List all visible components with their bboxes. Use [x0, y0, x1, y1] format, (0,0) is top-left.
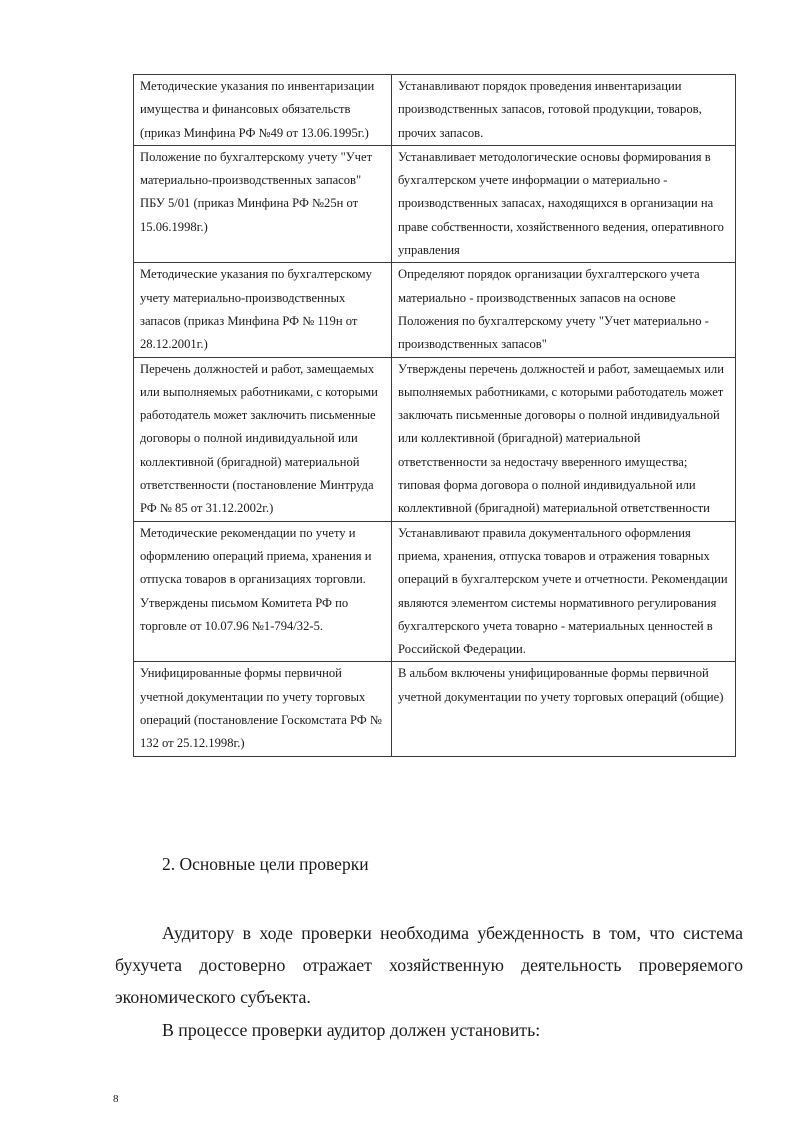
document-description-cell: Утверждены перечень должностей и работ, замещаемых или выполняемых работниками, с которыми работодатель может заключать письменные договоры о полной индивидуальной или коллективной (бригадной) материальной ответственности за недостачу вверенного имущества; типовая форма договора о полной индивидуальной или коллективной (бригадной) материальной ответственности: [392, 357, 736, 521]
paragraph-audit-goal: Аудитору в ходе проверки необходима убежденность в том, что система бухучета достоверно отражает хозяйственную деятельность проверяемого экономического субъекта.: [115, 923, 743, 1007]
regulations-table-body: [134, 75, 736, 757]
table-row: [134, 662, 736, 757]
regulations-table: [133, 74, 736, 757]
table-row: [134, 263, 736, 357]
document-description-cell: Устанавливают правила документального оформления приема, хранения, отпуска товаров и отражения товарных операций в бухгалтерском учете и отчетности. Рекомендации являются элементом системы нормативного регулирования бухгалтерского учета товарно - материальных ценностей в Российской Федерации.: [392, 521, 736, 662]
document-description-cell: Устанавливают порядок проведения инвентаризации производственных запасов, готовой продукции, товаров, прочих запасов.: [392, 75, 736, 146]
document-name-cell: Унифицированные формы первичной учетной документации по учету торговых операций (постановление Госкомстата РФ № 132 от 25.12.1998г.): [134, 662, 392, 757]
document-name-cell: Положение по бухгалтерскому учету "Учет материально-производственных запасов" ПБУ 5/01 (приказ Минфина РФ №25н от 15.06.1998г.): [134, 145, 392, 262]
page-number: 8: [113, 1093, 119, 1105]
table-row: [134, 75, 736, 146]
paragraph-auditor-must: В процессе проверки аудитор должен установить:: [162, 1020, 541, 1040]
document-description-cell: Определяют порядок организации бухгалтерского учета материально - производственных запасов на основе Положения по бухгалтерскому учету "Учет материально - производственных запасов": [392, 263, 736, 357]
section-heading: 2. Основные цели проверки: [162, 854, 369, 874]
document-description-cell: В альбом включены унифицированные формы первичной учетной документации по учету торговых операций (общие): [392, 662, 736, 757]
document-name-cell: Методические указания по инвентаризации имущества и финансовых обязательств (приказ Минфина РФ №49 от 13.06.1995г.): [134, 75, 392, 146]
table-row: [134, 521, 736, 662]
table-row: [134, 145, 736, 262]
table-row: [134, 357, 736, 521]
document-description-cell: Устанавливает методологические основы формирования в бухгалтерском учете информации о материально - производственных запасах, находящихся в организации на праве собственности, хозяйственного ведения, оперативного управления: [392, 145, 736, 262]
document-name-cell: Методические рекомендации по учету и оформлению операций приема, хранения и отпуска товаров в организациях торговли. Утверждены письмом Комитета РФ по торговле от 10.07.96 №1-794/32-5.: [134, 521, 392, 662]
document-name-cell: Перечень должностей и работ, замещаемых или выполняемых работниками, с которыми работодатель может заключить письменные договоры о полной индивидуальной или коллективной (бригадной) материальной ответственности (постановление Минтруда РФ № 85 от 31.12.2002г.): [134, 357, 392, 521]
document-name-cell: Методические указания по бухгалтерскому учету материально-производственных запасов (приказ Минфина РФ № 119н от 28.12.2001г.): [134, 263, 392, 357]
